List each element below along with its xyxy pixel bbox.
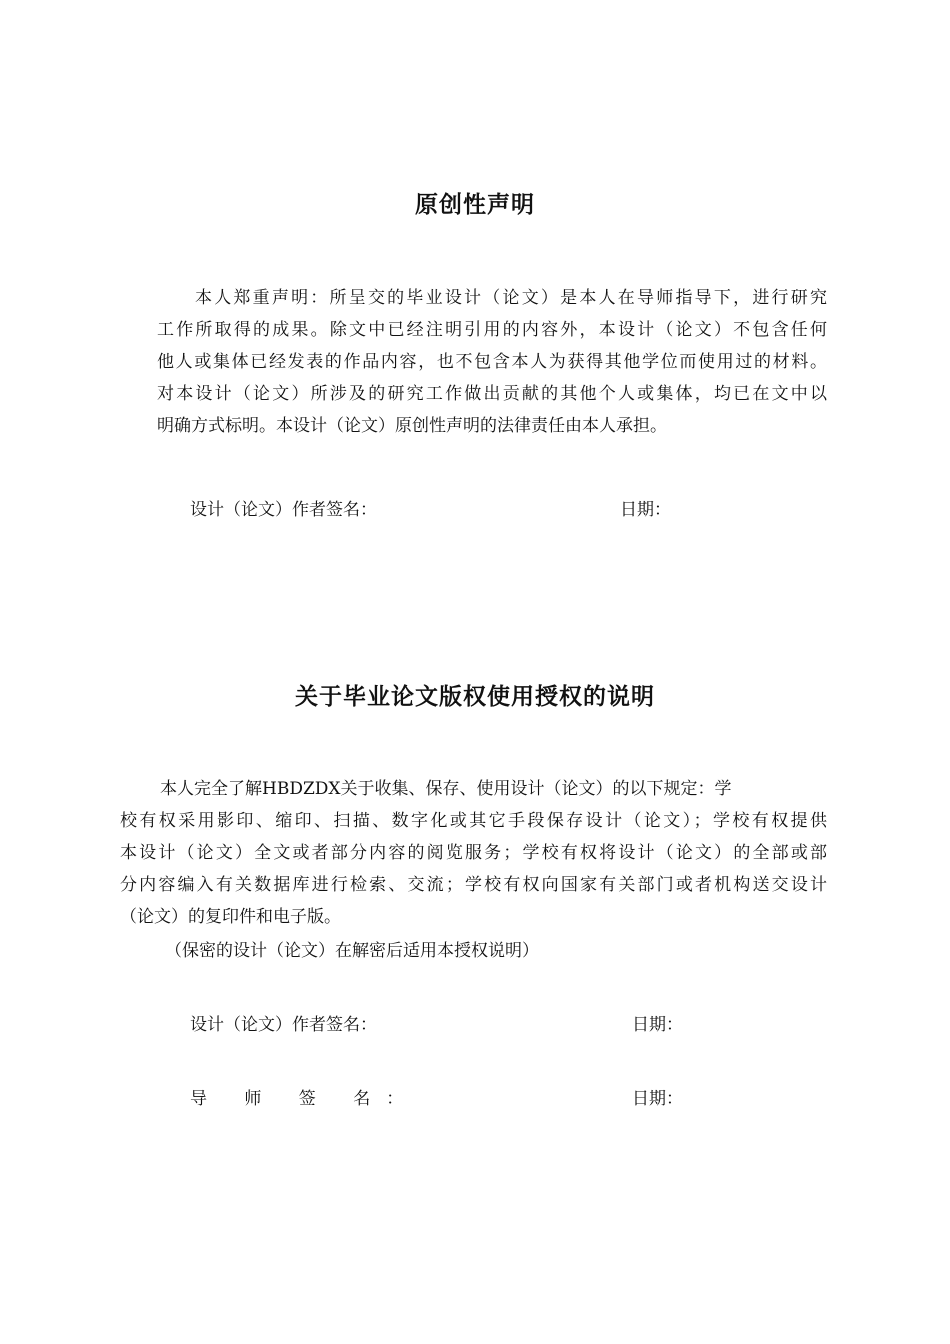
- authorization-line: （论文）的复印件和电子版。: [120, 907, 341, 927]
- advisor-signature-label: 导 师 签 名：: [190, 1089, 420, 1109]
- date-label: 日期：: [632, 1089, 683, 1109]
- authorization-paragraph: [120, 773, 827, 933]
- authorization-line: 本人完全了解HBDZDX关于收集、保存、使用设计（论文）的以下规定：学: [160, 779, 732, 799]
- statement-line: 他人或集体已经发表的作品内容，也不包含本人为获得其他学位而使用过的材料。: [157, 352, 827, 372]
- originality-statement-title: 原创性声明: [415, 192, 535, 218]
- statement-line: 明确方式标明。本设计（论文）原创性声明的法律责任由本人承担。: [157, 416, 667, 436]
- copyright-authorization-title: 关于毕业论文版权使用授权的说明: [295, 684, 655, 710]
- originality-statement-paragraph: [157, 282, 827, 442]
- author-signature-label: 设计（论文）作者签名：: [190, 500, 377, 520]
- confidentiality-note: （保密的设计（论文）在解密后适用本授权说明）: [165, 941, 539, 961]
- date-label: 日期：: [620, 500, 671, 520]
- statement-line: 本人郑重声明：所呈交的毕业设计（论文）是本人在导师指导下，进行研究: [195, 288, 827, 308]
- date-label: 日期：: [632, 1015, 683, 1035]
- statement-line: 工作所取得的成果。除文中已经注明引用的内容外，本设计（论文）不包含任何: [157, 320, 827, 340]
- authorization-line: 分内容编入有关数据库进行检索、交流；学校有权向国家有关部门或者机构送交设计: [120, 875, 827, 895]
- author-signature-label: 设计（论文）作者签名：: [190, 1015, 377, 1035]
- authorization-line: 校有权采用影印、缩印、扫描、数字化或其它手段保存设计（论文）；学校有权提供: [120, 811, 827, 831]
- statement-line: 对本设计（论文）所涉及的研究工作做出贡献的其他个人或集体，均已在文中以: [157, 384, 827, 404]
- authorization-line: 本设计（论文）全文或者部分内容的阅览服务；学校有权将设计（论文）的全部或部: [120, 843, 827, 863]
